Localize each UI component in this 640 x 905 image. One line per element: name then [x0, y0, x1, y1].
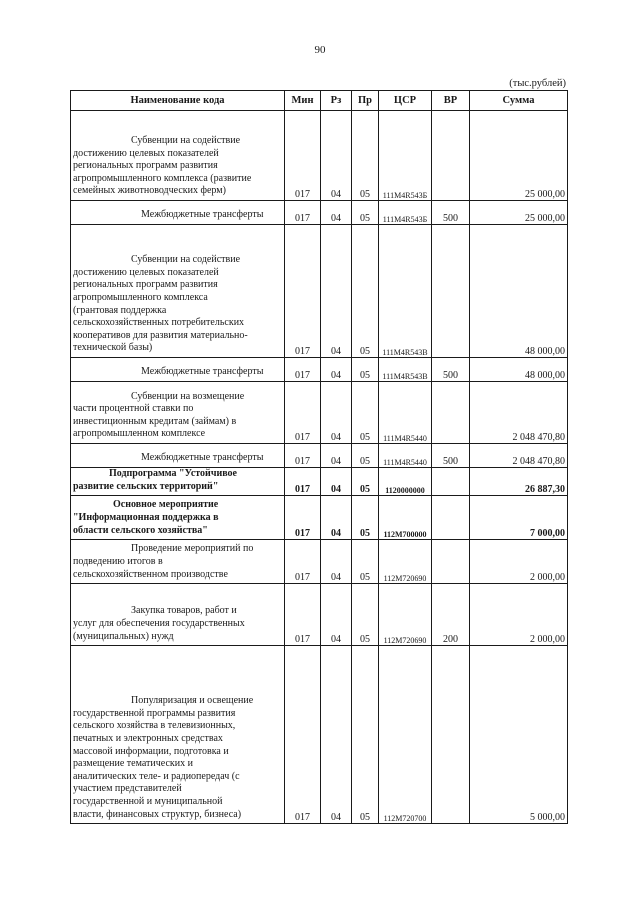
row-csr: 111M4R543В	[379, 225, 432, 358]
row-name-line: сельскохозяйственном производстве	[73, 568, 228, 580]
row-name-line: достижению целевых показателей	[73, 147, 219, 159]
row-rz: 04	[321, 646, 352, 824]
row-name-line: региональных программ развития	[73, 160, 218, 172]
row-rz: 04	[321, 225, 352, 358]
row-sum: 2 048 470,80	[470, 382, 568, 444]
row-name-line: кооперативов для развития материально-	[73, 329, 248, 341]
row-csr: 112M720690	[379, 540, 432, 584]
row-name-line: Субвенции на содействие	[131, 254, 241, 266]
row-csr: 111M4R5440	[379, 444, 432, 468]
row-vr: 500	[432, 201, 470, 225]
row-name	[71, 111, 285, 201]
row-name-line: Межбюджетные трансферты	[141, 452, 264, 464]
row-sum: 48 000,00	[470, 225, 568, 358]
table-row	[71, 382, 568, 444]
row-name-line: Проведение мероприятий по	[131, 543, 254, 555]
table-row	[71, 201, 568, 225]
row-name-line: достижению целевых показателей	[73, 266, 219, 278]
row-name-line: семейных животноводческих ферм)	[73, 185, 226, 197]
row-min: 017	[285, 444, 321, 468]
table-row	[71, 225, 568, 358]
row-name	[71, 540, 285, 584]
row-pr: 05	[352, 382, 379, 444]
row-name-line: Межбюджетные трансферты	[141, 366, 264, 378]
row-rz: 04	[321, 468, 352, 496]
header-name: Наименование кода	[71, 91, 285, 111]
row-vr: 200	[432, 584, 470, 646]
row-name-line: государственной и муниципальной	[73, 796, 223, 807]
row-vr	[432, 540, 470, 584]
row-name	[71, 201, 285, 225]
row-vr: 500	[432, 358, 470, 382]
row-pr: 05	[352, 111, 379, 201]
row-min: 017	[285, 646, 321, 824]
row-name-line: размещение тематических и	[73, 758, 193, 770]
row-name-line: Закупка товаров, работ и	[131, 605, 237, 617]
table-row	[71, 358, 568, 382]
table-row	[71, 468, 568, 496]
row-name-line: инвестиционным кредитам (займам) в	[73, 415, 237, 427]
row-csr: 111M4R543Б	[379, 111, 432, 201]
row-min: 017	[285, 496, 321, 540]
row-csr: 112M720700	[379, 646, 432, 824]
row-name-line: подведению итогов в	[73, 556, 163, 567]
row-min: 017	[285, 358, 321, 382]
row-name	[71, 496, 285, 540]
row-name-line: технической базы)	[73, 342, 153, 354]
row-name-line: сельскохозяйственных потребительских	[73, 317, 245, 329]
row-min: 017	[285, 225, 321, 358]
row-name-line: региональных программ развития	[73, 279, 218, 291]
table-header-row	[71, 91, 568, 111]
header-pr: Пр	[352, 91, 379, 111]
row-name-line: Субвенции на содействие	[131, 135, 241, 147]
row-name-line: области сельского хозяйства"	[73, 524, 208, 536]
header-min: Мин	[285, 91, 321, 111]
row-rz: 04	[321, 444, 352, 468]
row-sum: 2 048 470,80	[470, 444, 568, 468]
row-pr: 05	[352, 444, 379, 468]
table-row	[71, 111, 568, 201]
row-sum: 25 000,00	[470, 111, 568, 201]
row-name-line: услуг для обеспечения государственных	[73, 618, 245, 629]
row-sum: 48 000,00	[470, 358, 568, 382]
row-vr	[432, 646, 470, 824]
row-rz: 04	[321, 496, 352, 540]
row-sum: 7 000,00	[470, 496, 568, 540]
row-name	[71, 358, 285, 382]
row-pr: 05	[352, 584, 379, 646]
row-pr: 05	[352, 496, 379, 540]
row-name-line: развитие сельских территорий"	[73, 480, 219, 492]
row-min: 017	[285, 584, 321, 646]
row-pr: 05	[352, 358, 379, 382]
row-csr: 111M4R543В	[379, 358, 432, 382]
row-name-line: Межбюджетные трансферты	[141, 209, 264, 221]
row-name-line: агропромышленного комплекса (развитие	[73, 172, 252, 184]
row-vr	[432, 111, 470, 201]
table-row	[71, 540, 568, 584]
row-vr	[432, 496, 470, 540]
row-min: 017	[285, 382, 321, 444]
row-min: 017	[285, 111, 321, 201]
budget-table	[70, 90, 568, 824]
header-sum: Сумма	[470, 91, 568, 111]
row-pr: 05	[352, 225, 379, 358]
row-name	[71, 382, 285, 444]
row-name-line: "Информационная поддержка в	[73, 512, 219, 523]
row-sum: 5 000,00	[470, 646, 568, 824]
row-name	[71, 444, 285, 468]
row-csr: 112M720690	[379, 584, 432, 646]
table-row	[71, 496, 568, 540]
row-vr: 500	[432, 444, 470, 468]
row-name-line: части процентной ставки по	[73, 403, 194, 415]
row-name-line: агропромышленного комплекса	[73, 292, 208, 304]
row-rz: 04	[321, 382, 352, 444]
header-rz: Рз	[321, 91, 352, 111]
row-name-line: власти, финансовых структур, бизнеса)	[73, 808, 242, 820]
row-name-line: массовой информации, подготовка и	[73, 745, 229, 757]
table-row	[71, 584, 568, 646]
row-name-line: аналитических теле- и радиопередач (с	[73, 770, 240, 782]
row-name-line: Субвенции на возмещение	[131, 390, 245, 402]
row-min: 017	[285, 468, 321, 496]
row-pr: 05	[352, 201, 379, 225]
header-csr: ЦСР	[379, 91, 432, 111]
row-pr: 05	[352, 646, 379, 824]
row-pr: 05	[352, 540, 379, 584]
units-label: (тыс.рублей)	[509, 78, 566, 89]
row-vr	[432, 468, 470, 496]
row-min: 017	[285, 201, 321, 225]
row-rz: 04	[321, 201, 352, 225]
table-row	[71, 444, 568, 468]
row-sum: 26 887,30	[470, 468, 568, 496]
row-name-line: Популяризация и освещение	[131, 695, 254, 707]
row-csr: 112M700000	[379, 496, 432, 540]
row-rz: 04	[321, 584, 352, 646]
row-name-line: Основное мероприятие	[113, 499, 219, 511]
row-name-line: (грантовая поддержка	[73, 304, 167, 316]
row-name-line: печатных и электронных средствах	[73, 733, 223, 745]
row-rz: 04	[321, 111, 352, 201]
row-vr	[432, 382, 470, 444]
row-name-line: агропромышленном комплексе	[73, 428, 206, 440]
row-vr	[432, 225, 470, 358]
row-name-line: Подпрограмма "Устойчивое	[109, 468, 237, 479]
row-csr: 111M4R543Б	[379, 201, 432, 225]
row-name-line: (муниципальных) нужд	[73, 630, 174, 642]
row-csr: 1120000000	[379, 468, 432, 496]
row-name	[71, 468, 285, 496]
row-csr: 111M4R5440	[379, 382, 432, 444]
row-sum: 2 000,00	[470, 540, 568, 584]
header-vr: ВР	[432, 91, 470, 111]
row-min: 017	[285, 540, 321, 584]
row-name-line: участием представителей	[73, 783, 182, 795]
row-rz: 04	[321, 358, 352, 382]
row-name-line: сельского хозяйства в телевизионных,	[73, 720, 236, 732]
row-rz: 04	[321, 540, 352, 584]
row-name	[71, 646, 285, 824]
row-name	[71, 584, 285, 646]
row-pr: 05	[352, 468, 379, 496]
row-sum: 25 000,00	[470, 201, 568, 225]
row-name	[71, 225, 285, 358]
row-name-line: государственной программы развития	[73, 707, 236, 719]
row-sum: 2 000,00	[470, 584, 568, 646]
table-row	[71, 646, 568, 824]
page-number: 90	[314, 44, 326, 56]
